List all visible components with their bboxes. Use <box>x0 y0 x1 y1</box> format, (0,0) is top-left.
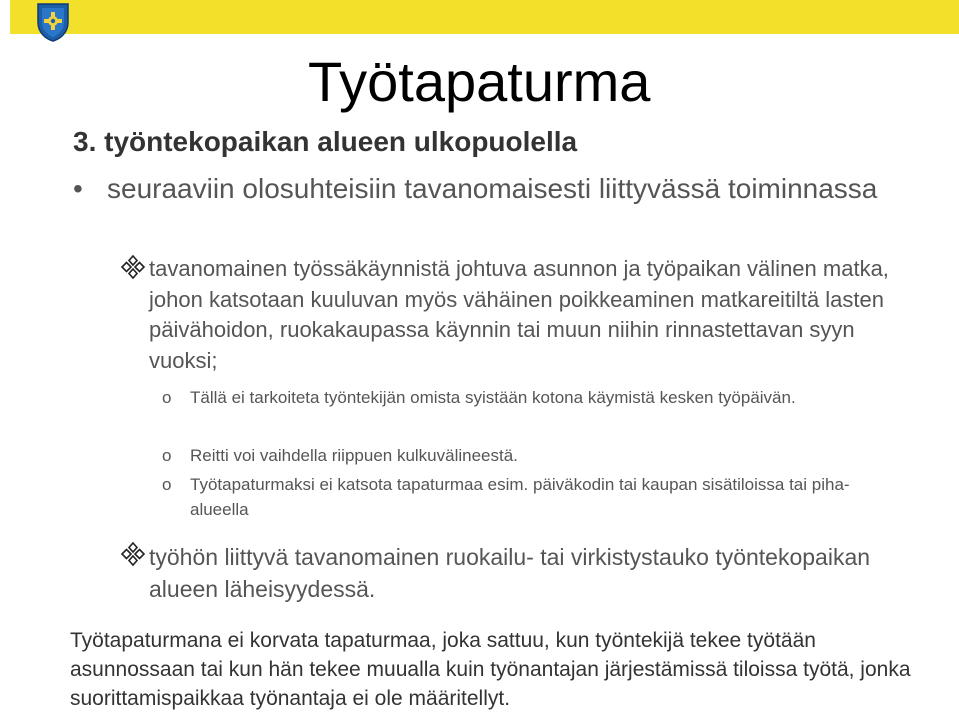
sub-list-item-text: Työtapaturmaksi ei katsota tapaturmaa esim. päiväkodin tai kaupan sisätiloissa tai piha-alueella <box>190 475 850 519</box>
main-bullet <box>73 170 933 208</box>
sub-list-item <box>162 472 882 522</box>
section-heading: 3. työntekopaikan alueen ulkopuolella <box>73 126 578 157</box>
bullet-dot: • <box>73 173 83 204</box>
list-item-text: työhön liittyvä tavanomainen ruokailu- tai virkistystauko työntekopaikan alueen läheisyydessä. <box>149 544 871 602</box>
list-item <box>120 541 900 605</box>
sub-list-item-text: Reitti voi vaihdella riippuen kulkuvälineestä. <box>190 446 518 465</box>
sub-list-item-text: Tällä ei tarkoiteta työntekijän omista syistään kotona käymistä kesken työpäivän. <box>190 388 796 407</box>
header-band <box>10 0 959 34</box>
footer-note: Työtapaturmana ei korvata tapaturmaa, joka sattuu, kun työntekijä tekee työtään asunnossaan tai kun hän tekee muualla kuin työnantajan järjestämissä tiloissa työtä, jonka suorittamispaikkaa työnantaja ei ole määritellyt. <box>70 629 911 710</box>
sub-list-item <box>162 385 882 410</box>
coat-of-arms-icon <box>36 2 70 42</box>
four-diamond-icon <box>120 541 146 567</box>
slide-title: Työtapaturma <box>308 50 651 113</box>
four-diamond-icon <box>120 254 146 280</box>
circle-marker: o <box>162 446 172 465</box>
list-item-text: tavanomainen työssäkäynnistä johtuva asunnon ja työpaikan välinen matka, johon katsotaan kuuluvan myös vähäinen poikkeaminen matkareitiltä lasten päivähoidon, ruokakaupassa käynnin tai muun niihin rinnastettavan syyn vuoksi; <box>149 256 889 373</box>
circle-marker: o <box>162 475 172 494</box>
main-bullet-text: seuraaviin olosuhteisiin tavanomaisesti liittyvässä toiminnassa <box>107 173 878 204</box>
circle-marker: o <box>162 388 172 407</box>
sub-list-item <box>162 443 882 468</box>
list-item <box>120 254 900 376</box>
